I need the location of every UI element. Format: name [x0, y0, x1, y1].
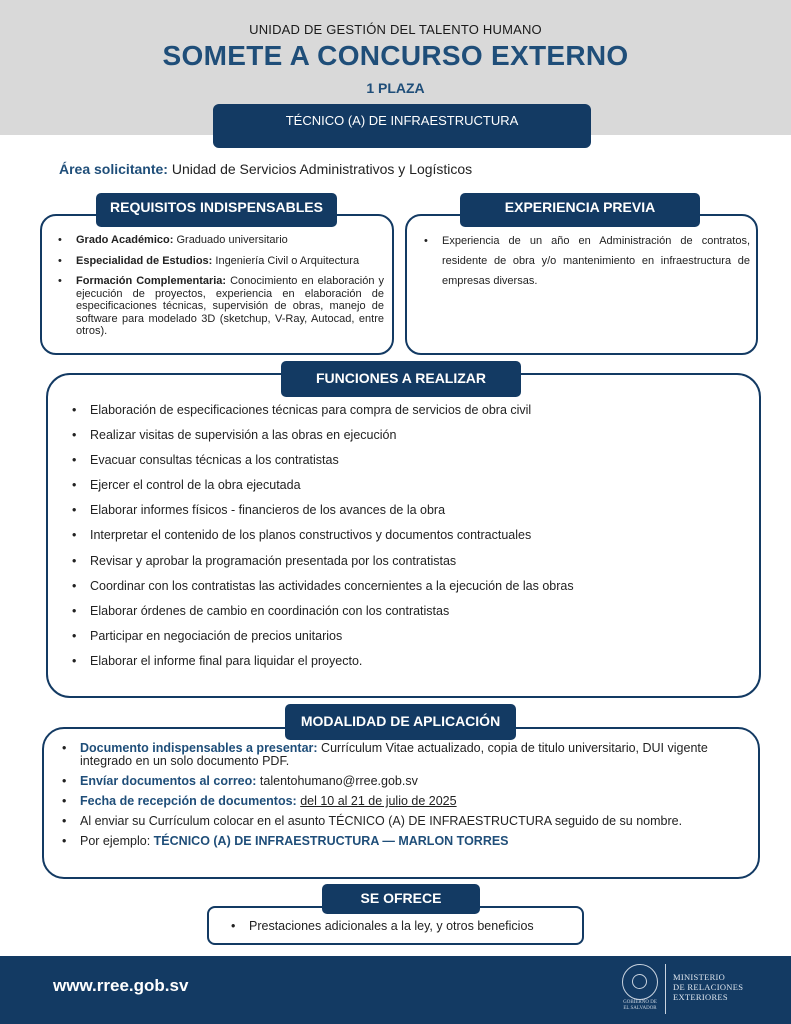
list-item: • Al enviar su Currículum colocar en el asunto TÉCNICO (A) DE INFRAESTRUCTURA seguido de su nombre.: [58, 815, 738, 828]
list-item: • Documento indispensables a presentar: Currículum Vitae actualizado, copia de titulo universitario, DUI vigente integrado en un solo documento PDF.: [58, 742, 738, 768]
ministry-logo-text: MINISTERIO DE RELACIONES EXTERIORES: [673, 972, 744, 1002]
requesting-area: [59, 161, 472, 177]
unit-name: UNIDAD DE GESTIÓN DEL TALENTO HUMANO: [249, 22, 542, 37]
list-item: • Especialidad de Estudios: Ingeniería Civil o Arquitectura: [54, 255, 384, 268]
position-banner: TÉCNICO (A) DE INFRAESTRUCTURA: [213, 104, 591, 148]
list-item: • Experiencia de un año en Administración de contratos, residente de obra y/o mantenimiento en infraestructura de empresas diversas.: [420, 231, 750, 291]
government-label: GOBIERNO DE EL SALVADOR: [623, 1000, 657, 1011]
list-item: • Prestaciones adicionales a la ley, y otros beneficios: [227, 919, 534, 933]
website-link[interactable]: www.rree.gob.sv: [53, 976, 189, 995]
page-title: SOMETE A CONCURSO EXTERNO: [162, 40, 629, 71]
requesting-area-label: Área solicitante:: [59, 161, 168, 177]
national-seal-icon: [622, 964, 658, 1000]
requesting-area-value: Unidad de Servicios Administrativos y Logísticos: [171, 161, 473, 177]
offer-list: [227, 919, 534, 933]
experience-list: [420, 231, 750, 291]
footer: [0, 956, 791, 1024]
list-item: • Elaboración de especificaciones técnicas para compra de servicios de obra civil: [68, 402, 748, 427]
plaza-count: 1 PLAZA: [366, 80, 425, 96]
application-list: [58, 742, 738, 855]
email-address: talentohumano@rree.gob.sv: [259, 774, 418, 788]
list-item: • Elaborar el informe final para liquidar el proyecto.: [68, 653, 748, 678]
list-item: • Elaborar informes físicos - financieros de los avances de la obra: [68, 502, 748, 527]
reception-dates: del 10 al 21 de julio de 2025: [300, 794, 457, 808]
experience-heading: EXPERIENCIA PREVIA: [460, 193, 700, 227]
list-item: • Ejercer el control de la obra ejecutada: [68, 477, 748, 502]
list-item: • Por ejemplo: TÉCNICO (A) DE INFRAESTRUCTURA — MARLON TORRES: [58, 835, 738, 848]
list-item: • Participar en negociación de precios unitarios: [68, 628, 748, 653]
list-item: • Evacuar consultas técnicas a los contratistas: [68, 452, 748, 477]
application-heading: MODALIDAD DE APLICACIÓN: [285, 704, 516, 740]
functions-list: [68, 402, 748, 678]
list-item: • Envíar documentos al correo: talentohumano@rree.gob.sv: [58, 775, 738, 788]
list-item: • Formación Complementaria: Conocimiento en elaboración y ejecución de proyectos, experiencia en elaboración de especificaciones técnicas, supervisión de obras, manejo de software para modelado 3D (sketchup, V-Ray, Autocad, entre otros).: [54, 275, 384, 338]
offer-heading: SE OFRECE: [322, 884, 480, 914]
list-item: • Realizar visitas de supervisión a las obras en ejecución: [68, 427, 748, 452]
list-item: • Fecha de recepción de documentos: del 10 al 21 de julio de 2025: [58, 795, 738, 808]
requirements-heading: REQUISITOS INDISPENSABLES: [96, 193, 337, 227]
list-item: • Coordinar con los contratistas las actividades concernientes a la ejecución de las obras: [68, 578, 748, 603]
functions-heading: FUNCIONES A REALIZAR: [281, 361, 521, 397]
list-item: • Revisar y aprobar la programación presentada por los contratistas: [68, 553, 748, 578]
footer-divider: [665, 964, 666, 1014]
list-item: • Interpretar el contenido de los planos constructivos y documentos contractuales: [68, 527, 748, 552]
requirements-list: [54, 234, 384, 346]
list-item: • Elaborar órdenes de cambio en coordinación con los contratistas: [68, 603, 748, 628]
list-item: • Grado Académico: Graduado universitario: [54, 234, 384, 247]
